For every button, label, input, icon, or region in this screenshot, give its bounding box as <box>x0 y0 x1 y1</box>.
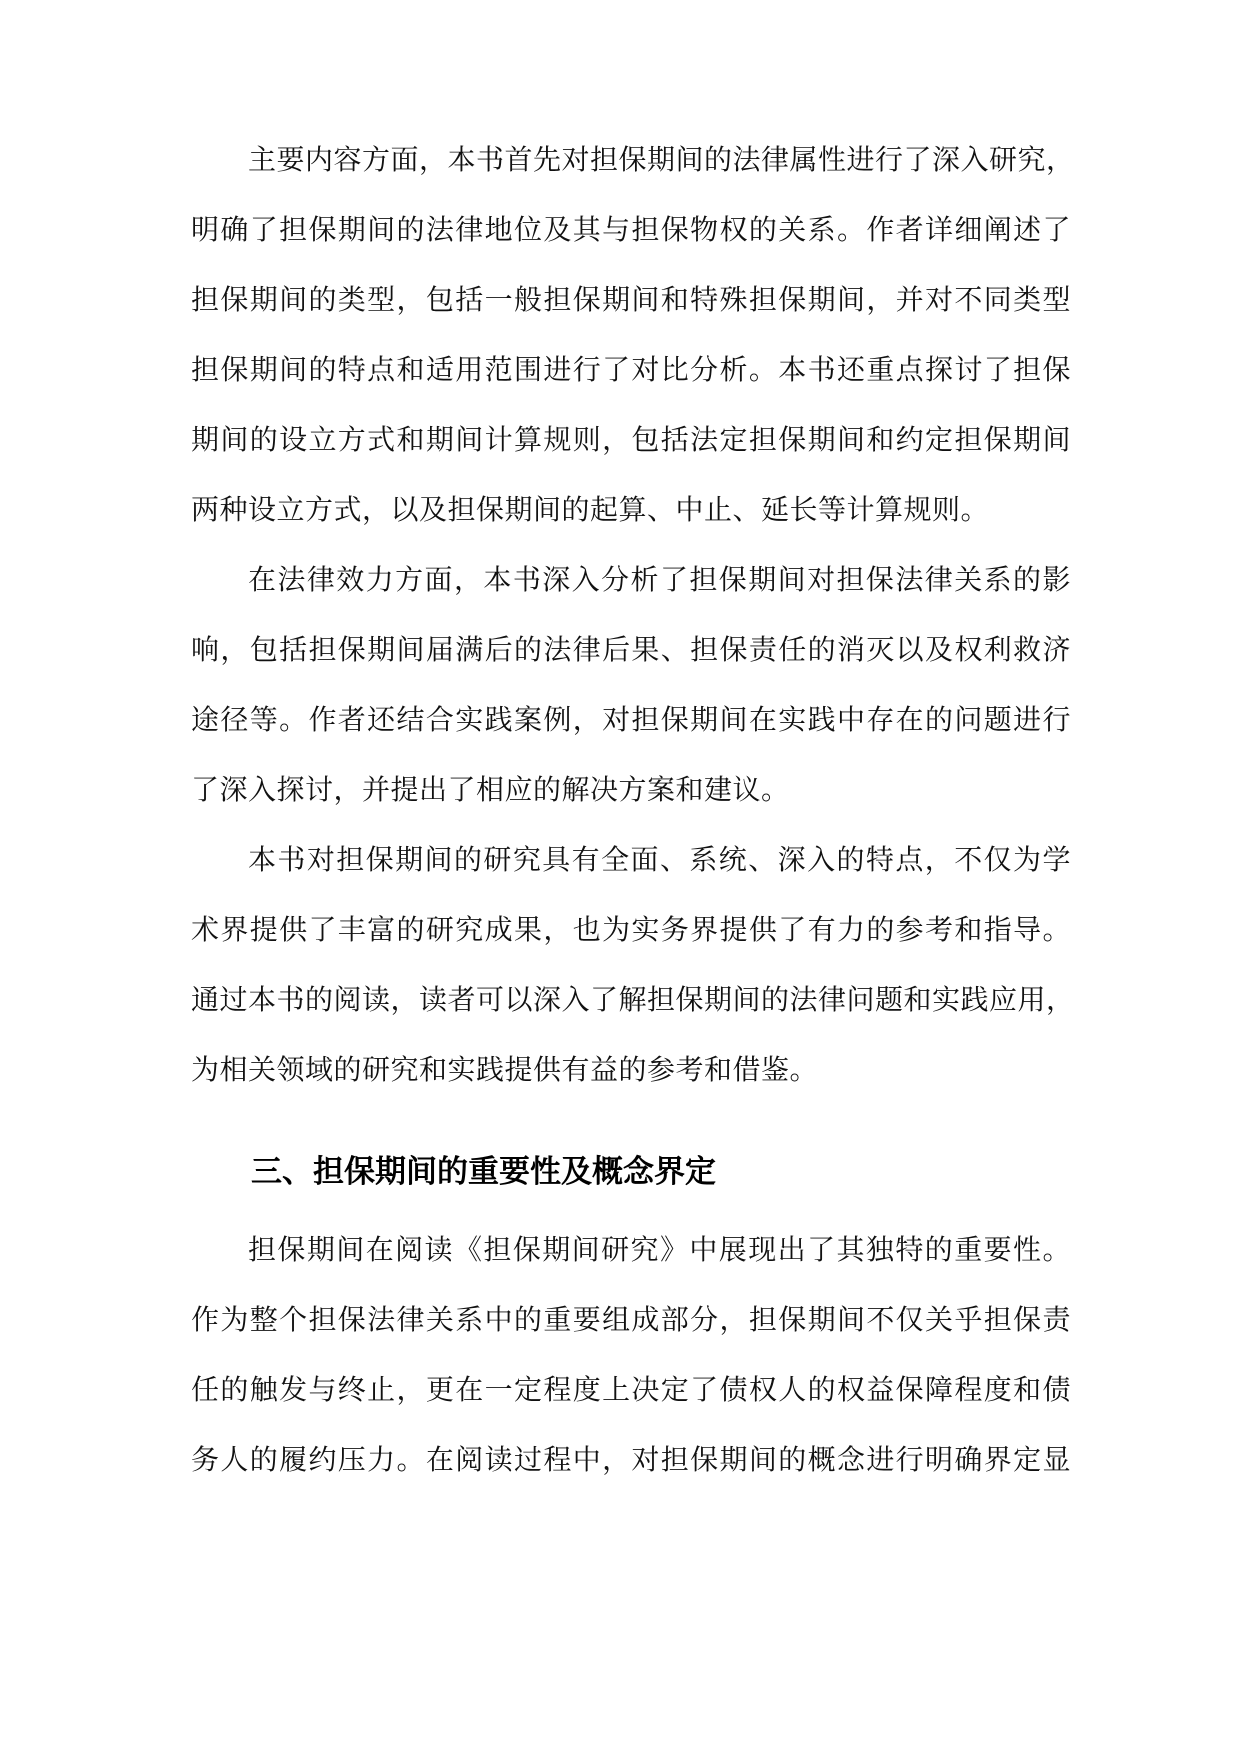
section-heading: 三、担保期间的重要性及概念界定 <box>251 1154 716 1190</box>
paragraph-3-line-1: 本书对担保期间的研究具有全面、系统、深入的特点，不仅为学 <box>248 843 1071 876</box>
section-paragraph-line-2: 作为整个担保法律关系中的重要组成部分，担保期间不仅关乎担保责 <box>191 1303 1071 1336</box>
paragraph-1-line-4: 担保期间的特点和适用范围进行了对比分析。本书还重点探讨了担保 <box>191 353 1071 386</box>
section-paragraph-line-3: 任的触发与终止，更在一定程度上决定了债权人的权益保障程度和债 <box>191 1373 1071 1406</box>
section-paragraph-line-1: 担保期间在阅读《担保期间研究》中展现出了其独特的重要性。 <box>248 1233 1071 1266</box>
paragraph-2-line-3: 途径等。作者还结合实践案例，对担保期间在实践中存在的问题进行 <box>191 703 1071 736</box>
paragraph-3-line-4: 为相关领域的研究和实践提供有益的参考和借鉴。 <box>191 1053 819 1086</box>
paragraph-2-line-2: 响，包括担保期间届满后的法律后果、担保责任的消灭以及权利救济 <box>191 633 1071 666</box>
paragraph-3-line-3: 通过本书的阅读，读者可以深入了解担保期间的法律问题和实践应用， <box>191 983 1075 1016</box>
paragraph-1-line-1: 主要内容方面，本书首先对担保期间的法律属性进行了深入研究， <box>248 143 1075 176</box>
paragraph-1-line-6: 两种设立方式，以及担保期间的起算、中止、延长等计算规则。 <box>191 493 990 526</box>
section-paragraph-line-4: 务人的履约压力。在阅读过程中，对担保期间的概念进行明确界定显 <box>191 1443 1071 1476</box>
paragraph-1-line-3: 担保期间的类型，包括一般担保期间和特殊担保期间，并对不同类型 <box>191 283 1071 316</box>
paragraph-2-line-4: 了深入探讨，并提出了相应的解决方案和建议。 <box>191 773 790 806</box>
paragraph-3-line-2: 术界提供了丰富的研究成果，也为实务界提供了有力的参考和指导。 <box>191 913 1071 946</box>
paragraph-1-line-2: 明确了担保期间的法律地位及其与担保物权的关系。作者详细阐述了 <box>191 213 1071 246</box>
paragraph-1-line-5: 期间的设立方式和期间计算规则，包括法定担保期间和约定担保期间 <box>191 423 1071 456</box>
paragraph-2-line-1: 在法律效力方面，本书深入分析了担保期间对担保法律关系的影 <box>248 563 1071 596</box>
